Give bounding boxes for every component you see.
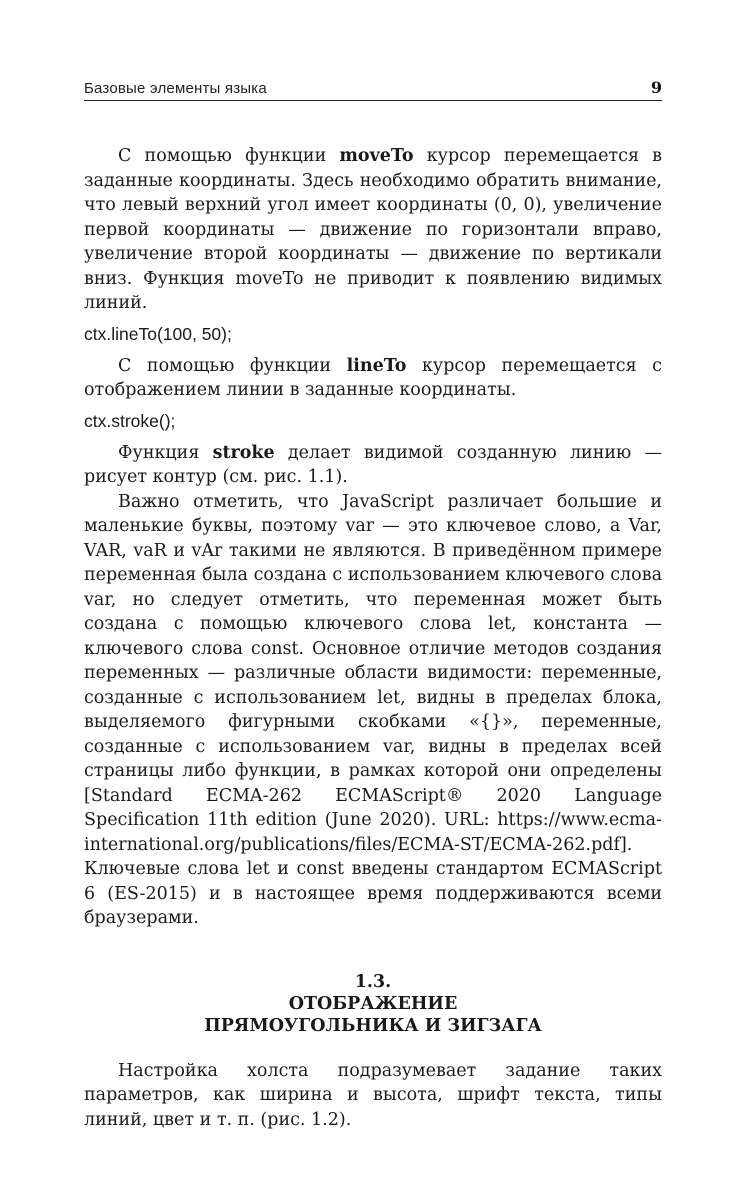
page-number: 9 [650,78,662,97]
term-lineto: lineTo [346,355,407,376]
paragraph-lineto-post: курсор перемещается с отображением линии в заданные координаты. [84,355,662,400]
section-heading [84,971,662,1037]
paragraph-moveto [84,144,662,316]
section-title-line-2: ПРЯМОУГОЛЬНИКА И ЗИГЗАГА [204,1015,542,1036]
section-title-line-1: ОТОБРАЖЕНИЕ [288,993,458,1014]
paragraph-stroke-post: делает видимой созданную линию — рисует контур (см. рис. 1.1). [84,442,662,487]
page-body [84,144,662,1132]
paragraph-lineto-pre: С помощью функции [118,355,347,376]
section-number: 1.3. [354,971,392,992]
running-header [84,78,662,101]
term-stroke: stroke [212,442,275,463]
code-line-lineto: ctx.lineTo(100, 50); [84,323,232,344]
paragraph-lineto [84,354,662,403]
paragraph-stroke [84,441,662,490]
paragraph-moveto-post: курсор перемещается в заданные координаты. Здесь необходимо обратить внимание, что левый верхний угол имеет координаты (0, 0), увеличение первой координаты — движение по горизонтали вправо, увеличение второй координаты — движение по вертикали вниз. Функция moveTo не приводит к появлению видимых линий. [84,146,662,313]
paragraph-case-sensitivity: Важно отметить, что JavaScript различает большие и маленькие буквы, поэтому var — это ключевое слово, а Var, VAR, vaR и vAr такими не являются. В приведённом примере переменная была создана с использованием ключевого слова var, но следует отметить, что переменная может быть создана с помощью ключевого слова let, константа — ключевого слова const. Основное отличие методов создания переменных — различные области видимости: переменные, созданные с использованием let, видны в пределах блока, выделяемого фигурными скобками «{}», переменные, созданные с использованием var, видны в пределах всей страницы либо функции, в рамках которой они определены [Standard ECMA-262 ECMAScript® 2020 Language Specification 11th edition (June 2020). URL: https://www.ecma-international.org/publications/files/ECMA-ST/ECMA-262.pdf]. Ключевые слова let и const введены стандартом ECMAScript 6 (ES-2015) и в настоящее время поддерживаются всеми браузерами. [84,491,662,928]
paragraph-stroke-pre: Функция [118,442,213,463]
running-title: Базовые элементы языка [84,80,267,97]
code-line-stroke: ctx.stroke(); [84,410,176,431]
paragraph-canvas-setup: Настройка холста подразумевает задание таких параметров, как ширина и высота, шрифт текста, типы линий, цвет и т. п. (рис. 1.2). [84,1060,662,1130]
term-moveto: moveTo [339,146,414,166]
paragraph-moveto-pre: С помощью функции [118,146,340,166]
